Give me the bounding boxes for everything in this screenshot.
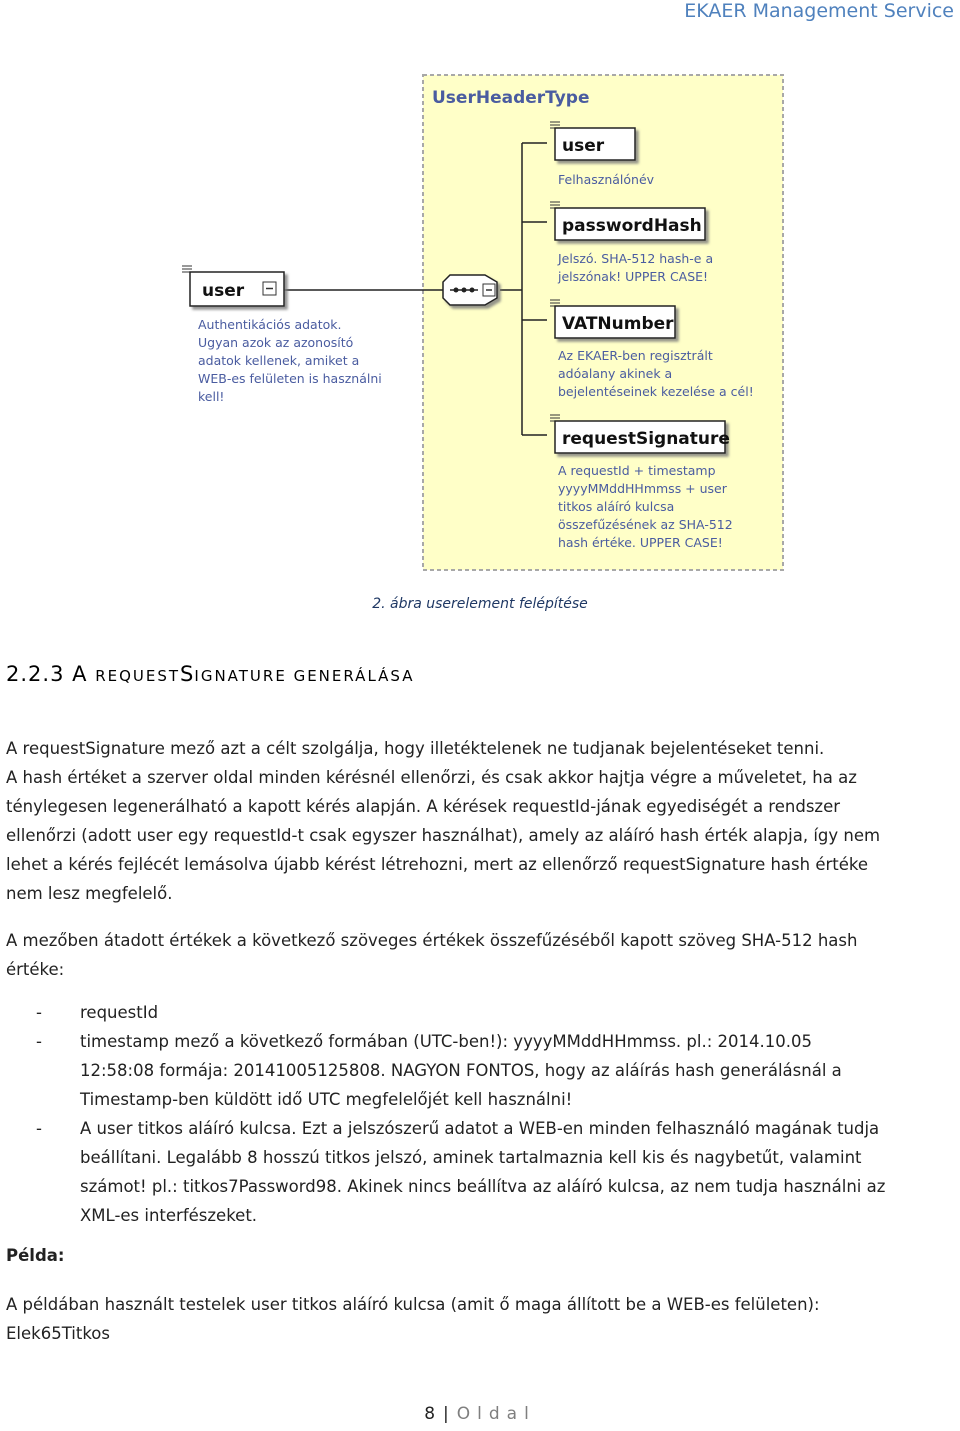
list-item — [36, 1114, 956, 1230]
list-item-text: A user titkos aláíró kulcsa. Ezt a jelszószerű adatot a WEB-en minden felhasználó magának tudja — [80, 1119, 880, 1138]
section-word-a: A — [72, 662, 88, 686]
example-paragraph — [6, 1290, 954, 1348]
element-vatnumber — [550, 300, 675, 338]
svg-text:összefűzésének az SHA-512: összefűzésének az SHA-512 — [558, 517, 733, 532]
svg-text:kell!: kell! — [198, 389, 225, 404]
paragraph-line: ténylegesen legenerálható a kapott kérés alapján. A kérések requestId-jának egyediségét a rendszer — [6, 797, 841, 816]
svg-text:adatok kellenek, amiket a: adatok kellenek, amiket a — [198, 353, 360, 368]
list-item — [36, 998, 956, 1027]
bullet-dash: - — [36, 1003, 42, 1022]
list-item — [36, 1027, 956, 1114]
paragraph-line: A mezőben átadott értékek a következő szöveges értékek összefűzéséből kapott szöveg SHA-512 hash — [6, 931, 858, 950]
element-lines-icon — [182, 266, 192, 272]
example-line: Elek65Titkos — [6, 1324, 110, 1343]
paragraph-line: nem lesz megfelelő. — [6, 884, 173, 903]
schema-diagram — [160, 60, 800, 580]
root-doc — [198, 317, 382, 404]
element-user — [550, 122, 635, 160]
paragraph-line: lehet a kérés fejlécét lemásolva újabb kérést létrehozni, mert az ellenőrző requestSignature hash értéke — [6, 855, 869, 874]
paragraph-2 — [6, 926, 954, 984]
svg-text:jelszónak! UPPER CASE!: jelszónak! UPPER CASE! — [558, 269, 709, 284]
svg-text:yyyyMMddHHmmss + user: yyyyMMddHHmmss + user — [558, 481, 727, 496]
list-item-text: XML-es interfészeket. — [80, 1206, 258, 1225]
paragraph-line: ellenőrzi (adott user egy requestId-t csak egyszer használhat), amely az aláíró hash érték alapja, így nem — [6, 826, 881, 845]
element-name: passwordHash — [562, 216, 702, 236]
section-heading — [6, 662, 414, 686]
example-label: Példa: — [6, 1246, 65, 1265]
element-requestsignature — [550, 415, 730, 453]
svg-text:hash értéke. UPPER CASE!: hash értéke. UPPER CASE! — [558, 535, 723, 550]
page-footer — [0, 1404, 960, 1424]
svg-text:Ugyan azok az azonosító: Ugyan azok az azonosító — [198, 335, 354, 350]
list-item-text: beállítani. Legalább 8 hosszú titkos jelszó, aminek tartalmaznia kell kis és nagybetűt, valamint — [80, 1148, 862, 1167]
example-line: A példában használt testelek user titkos aláíró kulcsa (amit ő maga állított be a WEB-es felületen): — [6, 1295, 820, 1314]
list-item-text: timestamp mező a következő formában (UTC-ben!): yyyyMMddHHmmss. pl.: 2014.10.05 — [80, 1032, 813, 1051]
bullet-list — [36, 998, 956, 1230]
paragraph-line: A hash értéket a szerver oldal minden kérésnél ellenőrzi, és csak akkor hajtja végre a műveletet, ha az — [6, 768, 857, 787]
svg-text:Jelszó. SHA-512 hash-e a: Jelszó. SHA-512 hash-e a — [558, 251, 714, 266]
section-word-part2: IGNATURE GENERÁLÁSA — [194, 667, 415, 685]
svg-text:Az EKAER-ben regisztrált: Az EKAER-ben regisztrált — [558, 348, 713, 363]
root-element-name: user — [202, 281, 245, 301]
page-number: 8 — [424, 1404, 436, 1424]
element-doc: Felhasználónév — [558, 172, 655, 187]
paragraph-1 — [6, 734, 954, 908]
element-name: user — [562, 136, 605, 156]
element-passwordhash — [550, 202, 705, 240]
root-element-user — [182, 266, 284, 306]
paragraph-line: értéke: — [6, 960, 65, 979]
svg-text:WEB-es felületen is használni: WEB-es felületen is használni — [198, 371, 382, 386]
list-item-text: 12:58:08 formája: 20141005125808. NAGYON FONTOS, hogy az aláírás hash generálásnál a — [80, 1061, 842, 1080]
bullet-dash: - — [36, 1032, 42, 1051]
list-item-text: requestId — [80, 1003, 159, 1022]
section-number: 2.2.3 — [6, 662, 65, 686]
list-item-text: Timestamp-ben küldött idő UTC megfelelőjét kell használni! — [80, 1090, 573, 1109]
svg-text:Authentikációs adatok.: Authentikációs adatok. — [198, 317, 342, 332]
figure-caption: 2. ábra userelement felépítése — [372, 596, 588, 612]
element-name: requestSignature — [562, 429, 730, 449]
header-title: EKAER Management Service — [684, 0, 954, 22]
svg-text:adóalany akinek a: adóalany akinek a — [558, 366, 673, 381]
svg-text:titkos aláíró kulcsa: titkos aláíró kulcsa — [558, 499, 675, 514]
svg-text:A requestId + timestamp: A requestId + timestamp — [558, 463, 716, 478]
type-title: UserHeaderType — [432, 88, 590, 108]
footer-page-word: Oldal — [456, 1404, 536, 1424]
section-capital-s: S — [180, 662, 195, 686]
paragraph-line: A requestSignature mező azt a célt szolgálja, hogy illetéktelenek ne tudjanak bejelentéseket tenni. — [6, 739, 825, 758]
sequence-compositor-icon — [443, 275, 497, 305]
bullet-dash: - — [36, 1119, 42, 1138]
svg-text:bejelentéseinek kezelése a cél: bejelentéseinek kezelése a cél! — [558, 384, 754, 399]
element-name: VATNumber — [562, 314, 674, 334]
footer-separator: | — [443, 1404, 449, 1424]
list-item-text: számot! pl.: titkos7Password98. Akinek nincs beállítva az aláíró kulcsa, az nem tudja használni az — [80, 1177, 886, 1196]
section-word-part1: REQUEST — [95, 667, 181, 685]
